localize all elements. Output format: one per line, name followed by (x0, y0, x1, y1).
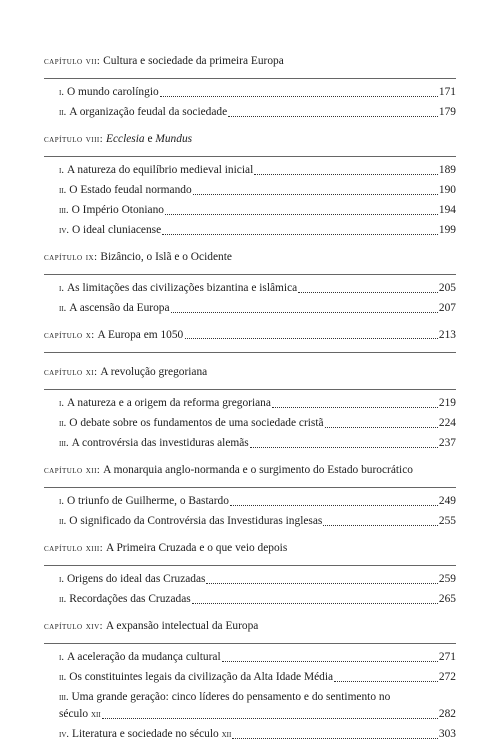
section-number: i. (59, 574, 64, 585)
section-title: A aceleração da mudança cultural (66, 651, 221, 663)
section-number: ii. (59, 107, 67, 118)
section-number: i. (59, 87, 64, 98)
chapter-title: Bizâncio, o Islã e o Ocidente (100, 251, 232, 263)
section-number: ii. (59, 594, 67, 605)
section-entry (44, 494, 456, 509)
section-number: i. (59, 283, 64, 294)
divider-rule (44, 156, 456, 157)
page-number: 194 (438, 204, 456, 216)
section-number: i. (59, 165, 64, 176)
section-number: iii. (59, 692, 69, 703)
page-number: 237 (438, 437, 456, 449)
section-entry (44, 396, 456, 411)
chapter-title: A monarquia anglo-normanda e o surgimento do Estado burocrático (103, 464, 413, 476)
page-number: 303 (438, 728, 456, 740)
page-number: 190 (438, 184, 456, 196)
divider-rule (44, 389, 456, 390)
chapter-block (44, 619, 456, 742)
section-number: ii. (59, 516, 67, 527)
divider-rule (44, 352, 456, 353)
section-number: i. (59, 496, 64, 507)
chapter-label: capítulo ix: (44, 252, 98, 263)
chapter-label: capítulo xii: (44, 465, 101, 476)
chapter-heading (44, 541, 456, 555)
section-title: O mundo carolíngio (66, 86, 159, 98)
section-entry (44, 436, 456, 451)
divider-rule (44, 487, 456, 488)
chapter-heading (44, 132, 456, 146)
divider-rule (44, 643, 456, 644)
page-number: 282 (438, 708, 456, 720)
section-entry (44, 301, 456, 316)
section-title: O triunfo de Guilherme, o Bastardo (66, 495, 229, 507)
section-number: i. (59, 652, 64, 663)
chapter-block (44, 250, 456, 316)
dot-leader (230, 505, 438, 506)
page-number: 171 (438, 86, 456, 98)
chapter-block (44, 328, 456, 353)
chapter-block (44, 541, 456, 607)
chapter-title: Cultura e sociedade da primeira Europa (103, 55, 284, 67)
page-number: 259 (438, 573, 456, 585)
section-title-cont: século (59, 708, 91, 720)
chapter-heading (44, 619, 456, 633)
chapter-label: capítulo viii: (44, 134, 104, 145)
section-entry (44, 183, 456, 198)
page-number: 219 (438, 397, 456, 409)
section-title: A organização feudal da sociedade (69, 106, 228, 118)
page-number: 255 (438, 515, 456, 527)
dot-leader (334, 681, 438, 682)
section-entry (44, 514, 456, 529)
section-title-sc: xii (221, 729, 232, 740)
page-number: 272 (438, 671, 456, 683)
section-number: ii. (59, 418, 67, 429)
dot-leader (206, 583, 437, 584)
section-title: O ideal cluniacense (71, 224, 162, 236)
dot-leader (222, 661, 438, 662)
section-number: ii. (59, 185, 67, 196)
dot-leader (254, 174, 438, 175)
section-title: A ascensão da Europa (69, 302, 170, 314)
section-number: ii. (59, 303, 67, 314)
section-entry (44, 650, 456, 665)
section-entry (44, 223, 456, 238)
section-entry (44, 85, 456, 100)
chapter-title: A Europa em 1050 (97, 329, 184, 341)
section-entry (44, 670, 456, 685)
chapter-title: A expansão intelectual da Europa (105, 620, 259, 632)
page-number: 207 (438, 302, 456, 314)
dot-leader (160, 96, 438, 97)
dot-leader (171, 312, 438, 313)
chapter-heading (44, 463, 456, 477)
chapter-heading (44, 365, 456, 379)
chapter-title-part: Ecclesia (106, 133, 145, 145)
divider-rule (44, 565, 456, 566)
dot-leader (102, 718, 438, 719)
chapter-title-part: Mundus (155, 133, 193, 145)
section-entry (44, 281, 456, 296)
section-title: Recordações das Cruzadas (69, 593, 191, 605)
section-title-sc: xii (90, 709, 101, 720)
section-number: iii. (59, 438, 69, 449)
dot-leader (232, 738, 438, 739)
dot-leader (193, 194, 438, 195)
section-number: iv. (59, 729, 69, 740)
section-entry (44, 572, 456, 587)
chapter-label: capítulo xiv: (44, 621, 104, 632)
chapter-heading (44, 328, 456, 342)
chapter-title-part: e (144, 133, 156, 145)
section-title: O significado da Controvérsia das Investiduras inglesas (69, 515, 323, 527)
page-number: 224 (438, 417, 456, 429)
chapter-block (44, 463, 456, 529)
chapter-block (44, 132, 456, 238)
section-title: O Estado feudal normando (69, 184, 192, 196)
divider-rule (44, 78, 456, 79)
section-title: A natureza do equilíbrio medieval inicial (66, 164, 254, 176)
dot-leader (325, 427, 438, 428)
dot-leader (192, 603, 438, 604)
section-entry (44, 203, 456, 218)
section-entry (44, 727, 456, 742)
divider-rule (44, 274, 456, 275)
section-number: iii. (59, 205, 69, 216)
chapter-block (44, 54, 456, 120)
section-number: ii. (59, 672, 67, 683)
chapter-title: A Primeira Cruzada e o que veio depois (106, 542, 288, 554)
section-title: A natureza e a origem da reforma gregoriana (66, 397, 271, 409)
page-number: 265 (438, 593, 456, 605)
section-title: Uma grande geração: cinco líderes do pensamento e do sentimento no (71, 691, 391, 703)
page-number: 199 (438, 224, 456, 236)
page-number: 271 (438, 651, 456, 663)
chapter-heading (44, 54, 456, 68)
section-entry-line (44, 690, 456, 705)
page-number: 205 (438, 282, 456, 294)
section-title: Origens do ideal das Cruzadas (66, 573, 206, 585)
dot-leader (165, 214, 438, 215)
chapter-label: capítulo xiii: (44, 543, 104, 554)
section-title: Literatura e sociedade no século (71, 728, 222, 740)
section-title: O debate sobre os fundamentos de uma sociedade cristã (69, 417, 324, 429)
section-title: A controvérsia das investiduras alemãs (71, 437, 249, 449)
chapter-label: capítulo xi: (44, 367, 98, 378)
section-entry (44, 416, 456, 431)
dot-leader (162, 234, 438, 235)
section-title: As limitações das civilizações bizantina e islâmica (66, 282, 298, 294)
page-number: 179 (438, 106, 456, 118)
dot-leader (298, 292, 438, 293)
chapter-block (44, 365, 456, 451)
dot-leader (185, 337, 438, 339)
section-entry (44, 163, 456, 178)
chapter-title: A revolução gregoriana (100, 366, 208, 378)
dot-leader (228, 116, 438, 117)
section-number: iv. (59, 225, 69, 236)
table-of-contents (44, 54, 456, 742)
chapter-label: capítulo vii: (44, 56, 101, 67)
dot-leader (272, 407, 438, 408)
page-number: 249 (438, 495, 456, 507)
page-number: 189 (438, 164, 456, 176)
chapter-label: capítulo x: (44, 330, 95, 341)
dot-leader (250, 447, 438, 448)
section-title: O Império Otoniano (71, 204, 164, 216)
section-entry (44, 707, 456, 722)
chapter-heading (44, 250, 456, 264)
section-entry (44, 105, 456, 120)
section-number: i. (59, 398, 64, 409)
section-entry (44, 592, 456, 607)
section-title: Os constituintes legais da civilização da Alta Idade Média (69, 671, 334, 683)
page-number: 213 (438, 329, 456, 341)
dot-leader (323, 525, 438, 526)
